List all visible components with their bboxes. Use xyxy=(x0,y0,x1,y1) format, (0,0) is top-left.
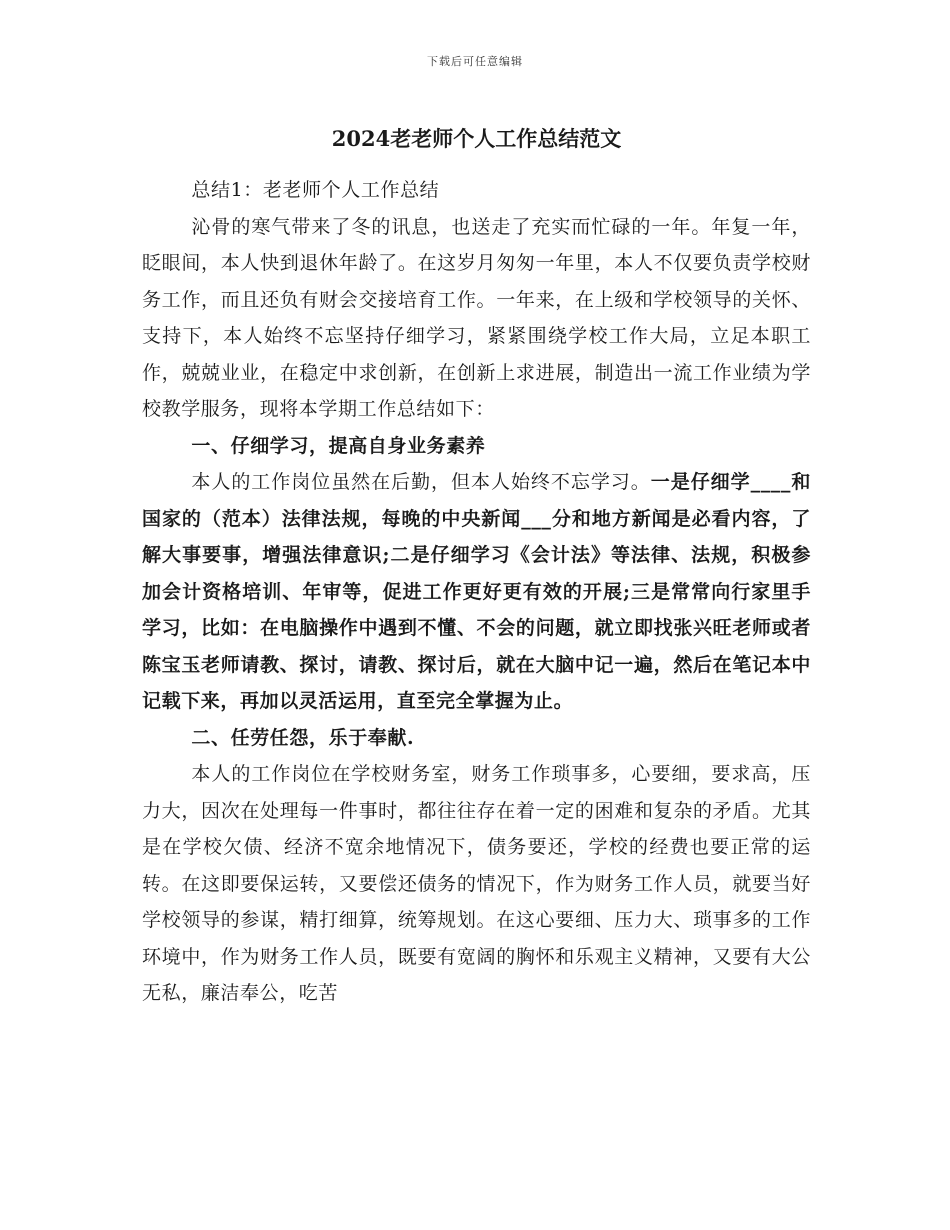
section-1-lead-text: 本人的工作岗位虽然在后勤，但本人始终不忘学习。 xyxy=(191,471,651,493)
page-header-note: 下载后可任意编辑 xyxy=(427,55,523,68)
summary-label: 总结1：老老师个人工作总结 xyxy=(191,179,440,201)
section-1-bold-text: 一是仔细学____和国家的（范本）法律法规，每晚的中央新闻___分和地方新闻是必看内容，了解大事要事，增强法律意识;二是仔细学习《会计法》等法律、法规，积极参加会计资格培训、年审等，促进工作更好更有效的开展;三是常常向行家里手学习，比如：在电脑操作中遇到不懂、不会的问题，就立即找张兴旺老师或者陈宝玉老师请教、探讨，请教、探讨后，就在大脑中记一遍，然后在笔记本中记载下来，再加以灵活运用，直至完全掌握为止。 xyxy=(142,471,811,712)
document-title: 2024老老师个人工作总结范文 xyxy=(331,126,622,151)
intro-paragraph: 沁骨的寒气带来了冬的讯息，也送走了充实而忙碌的一年。年复一年，眨眼间，本人快到退休年龄了。在这岁月匆匆一年里，本人不仅要负责学校财务工作，而且还负有财会交接培育工作。一年来，在上级和学校领导的关怀、支持下，本人始终不忘坚持仔细学习，紧紧围绕学校工作大局，立足本职工作，兢兢业业，在稳定中求创新，在创新上求进展，制造出一流工作业绩为学校教学服务，现将本学期工作总结如下： xyxy=(142,215,811,420)
section-1-paragraph xyxy=(142,464,811,720)
section-2-paragraph: 本人的工作岗位在学校财务室，财务工作琐事多，心要细，要求高，压力大，因次在处理每一件事时，都往往存在着一定的困难和复杂的矛盾。尤其是在学校欠债、经济不宽余地情况下，债务要还，学校的经费也要正常的运转。在这即要保运转，又要偿还债务的情况下，作为财务工作人员，就要当好学校领导的参谋，精打细算，统筹规划。在这心要细、压力大、琐事多的工作环境中，作为财务工作人员，既要有宽阔的胸怀和乐观主义精神，又要有大公无私，廉洁奉公，吃苦 xyxy=(142,763,811,1004)
document-body xyxy=(142,120,811,1012)
section-2-heading: 二、任劳任怨，乐于奉献. xyxy=(191,726,415,749)
section-1-heading: 一、仔细学习，提高自身业务素养 xyxy=(191,434,486,457)
